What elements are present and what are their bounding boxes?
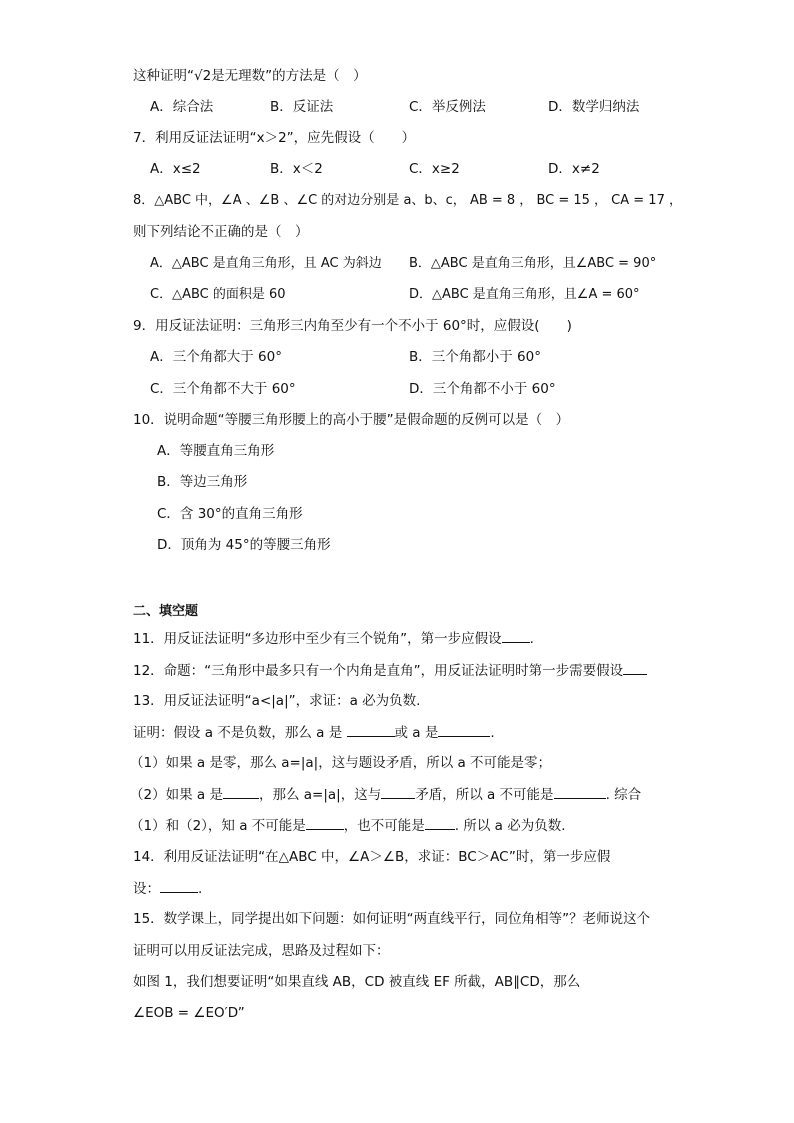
answer-blank <box>347 723 395 737</box>
question-12 <box>133 661 647 680</box>
section-heading-fill-in: 二、填空题 <box>133 604 199 619</box>
q6-option-a: A．综合法 <box>150 99 214 115</box>
question-15-line3: 如图 1，我们想要证明“如果直线 AB，CD 被直线 EF 所截，AB∥CD，那么 <box>133 974 581 990</box>
question-11: 11．用反证法证明“多边形中至少有三个锐角”，第一步应假设 . <box>133 631 534 647</box>
case-2-text: . 综合 <box>605 787 642 803</box>
question-11-text: 11．用反证法证明“多边形中至少有三个锐角”，第一步应假设 <box>133 631 502 647</box>
conclusion-text: . 所以 a 必为负数. <box>454 818 566 834</box>
q7-option-a: A．x≤2 <box>150 161 201 177</box>
question-10-stem: 10．说明命题“等腰三角形腰上的高小于腰”是假命题的反例可以是（ ） <box>133 412 570 428</box>
question-15-line4: ∠EOB = ∠EO′D” <box>133 1005 245 1021</box>
question-13-case-1: （1）如果 a 是零，那么 a=|a|，这与题设矛盾，所以 a 不可能是零； <box>130 755 552 771</box>
answer-blank <box>381 785 415 799</box>
question-14-line2: 设： . <box>133 881 203 897</box>
question-15-line1: 15．数学课上，同学提出如下问题：如何证明“两直线平行，同位角相等”？老师说这个 <box>133 911 651 927</box>
case-2-text: ，那么 a=|a|，这与 <box>258 787 382 803</box>
question-13-stem: 13．用反证法证明“a<|a|”，求证：a 必为负数. <box>133 693 421 709</box>
question-13-case-2 <box>130 785 641 804</box>
q7-option-c: C．x≥2 <box>409 161 460 177</box>
q6-option-b: B．反证法 <box>270 99 334 115</box>
q7-option-d: D．x≠2 <box>548 161 600 177</box>
answer-blank <box>502 629 530 643</box>
proof-text: 证明：假设 a 不是负数，那么 a 是 <box>133 725 347 741</box>
question-8-stem-line1: 8．△ABC 中，∠A 、∠B 、∠C 的对边分别是 a、b、c， AB = 8 ， BC = 15 ， CA = 17 ， <box>133 193 682 208</box>
question-14-line1: 14．利用反证法证明“在△ABC 中，∠A＞∠B，求证：BC＞AC”时，第一步应假 <box>133 849 611 865</box>
conclusion-text: ，也不可能是 <box>343 818 425 834</box>
q7-option-b: B．x＜2 <box>270 161 323 177</box>
q8-option-d: D．△ABC 是直角三角形，且∠A = 60° <box>409 287 640 302</box>
q10-option-a: A．等腰直角三角形 <box>157 443 275 459</box>
question-6-stem: 这种证明“√2是无理数”的方法是（ ） <box>133 68 367 84</box>
question-7-stem: 7．利用反证法证明“x＞2”，应先假设（ ） <box>133 130 416 146</box>
q8-option-a: A．△ABC 是直角三角形，且 AC 为斜边 <box>150 256 382 271</box>
q8-option-c: C．△ABC 的面积是 60 <box>150 287 286 302</box>
answer-blank <box>425 816 455 830</box>
answer-blank <box>306 816 344 830</box>
answer-blank <box>160 879 198 893</box>
question-13-proof-line: 证明：假设 a 不是负数，那么 a 是 或 a 是 . <box>133 725 495 741</box>
answer-blank <box>223 785 259 799</box>
q9-option-d: D．三个角都不小于 60° <box>409 381 556 397</box>
question-13-conclusion <box>130 816 566 835</box>
answer-blank <box>554 785 606 799</box>
proof-text: 或 a 是 <box>394 725 439 741</box>
question-12-text: 12．命题：“三角形中最多只有一个内角是直角”，用反证法证明时第一步需要假设 <box>133 663 624 679</box>
case-2-text: 矛盾，所以 a 不可能是 <box>415 787 554 803</box>
q10-option-c: C．含 30°的直角三角形 <box>157 506 303 522</box>
q9-option-b: B．三个角都小于 60° <box>409 349 541 365</box>
q9-option-c: C．三个角都不大于 60° <box>150 381 296 397</box>
answer-blank <box>438 723 490 737</box>
q10-option-d: D．顶角为 45°的等腰三角形 <box>157 537 331 553</box>
q6-option-c: C．举反例法 <box>409 99 486 115</box>
question-9-stem: 9．用反证法证明：三角形三内角至少有一个不小于 60°时，应假设( ) <box>133 318 572 334</box>
q6-option-d: D．数学归纳法 <box>548 99 640 115</box>
question-15-line2: 证明可以用反证法完成，思路及过程如下： <box>133 943 390 959</box>
q8-option-b: B．△ABC 是直角三角形，且∠ABC = 90° <box>409 256 657 271</box>
case-2-text: （2）如果 a 是 <box>130 787 223 803</box>
q10-option-b: B．等边三角形 <box>157 474 248 490</box>
answer-blank <box>623 661 647 675</box>
q9-option-a: A．三个角都大于 60° <box>150 349 282 365</box>
question-8-stem-line2: 则下列结论不正确的是（ ） <box>133 224 309 240</box>
conclusion-text: （1）和（2），知 a 不可能是 <box>130 818 306 834</box>
question-14-text: 设： <box>133 881 160 897</box>
